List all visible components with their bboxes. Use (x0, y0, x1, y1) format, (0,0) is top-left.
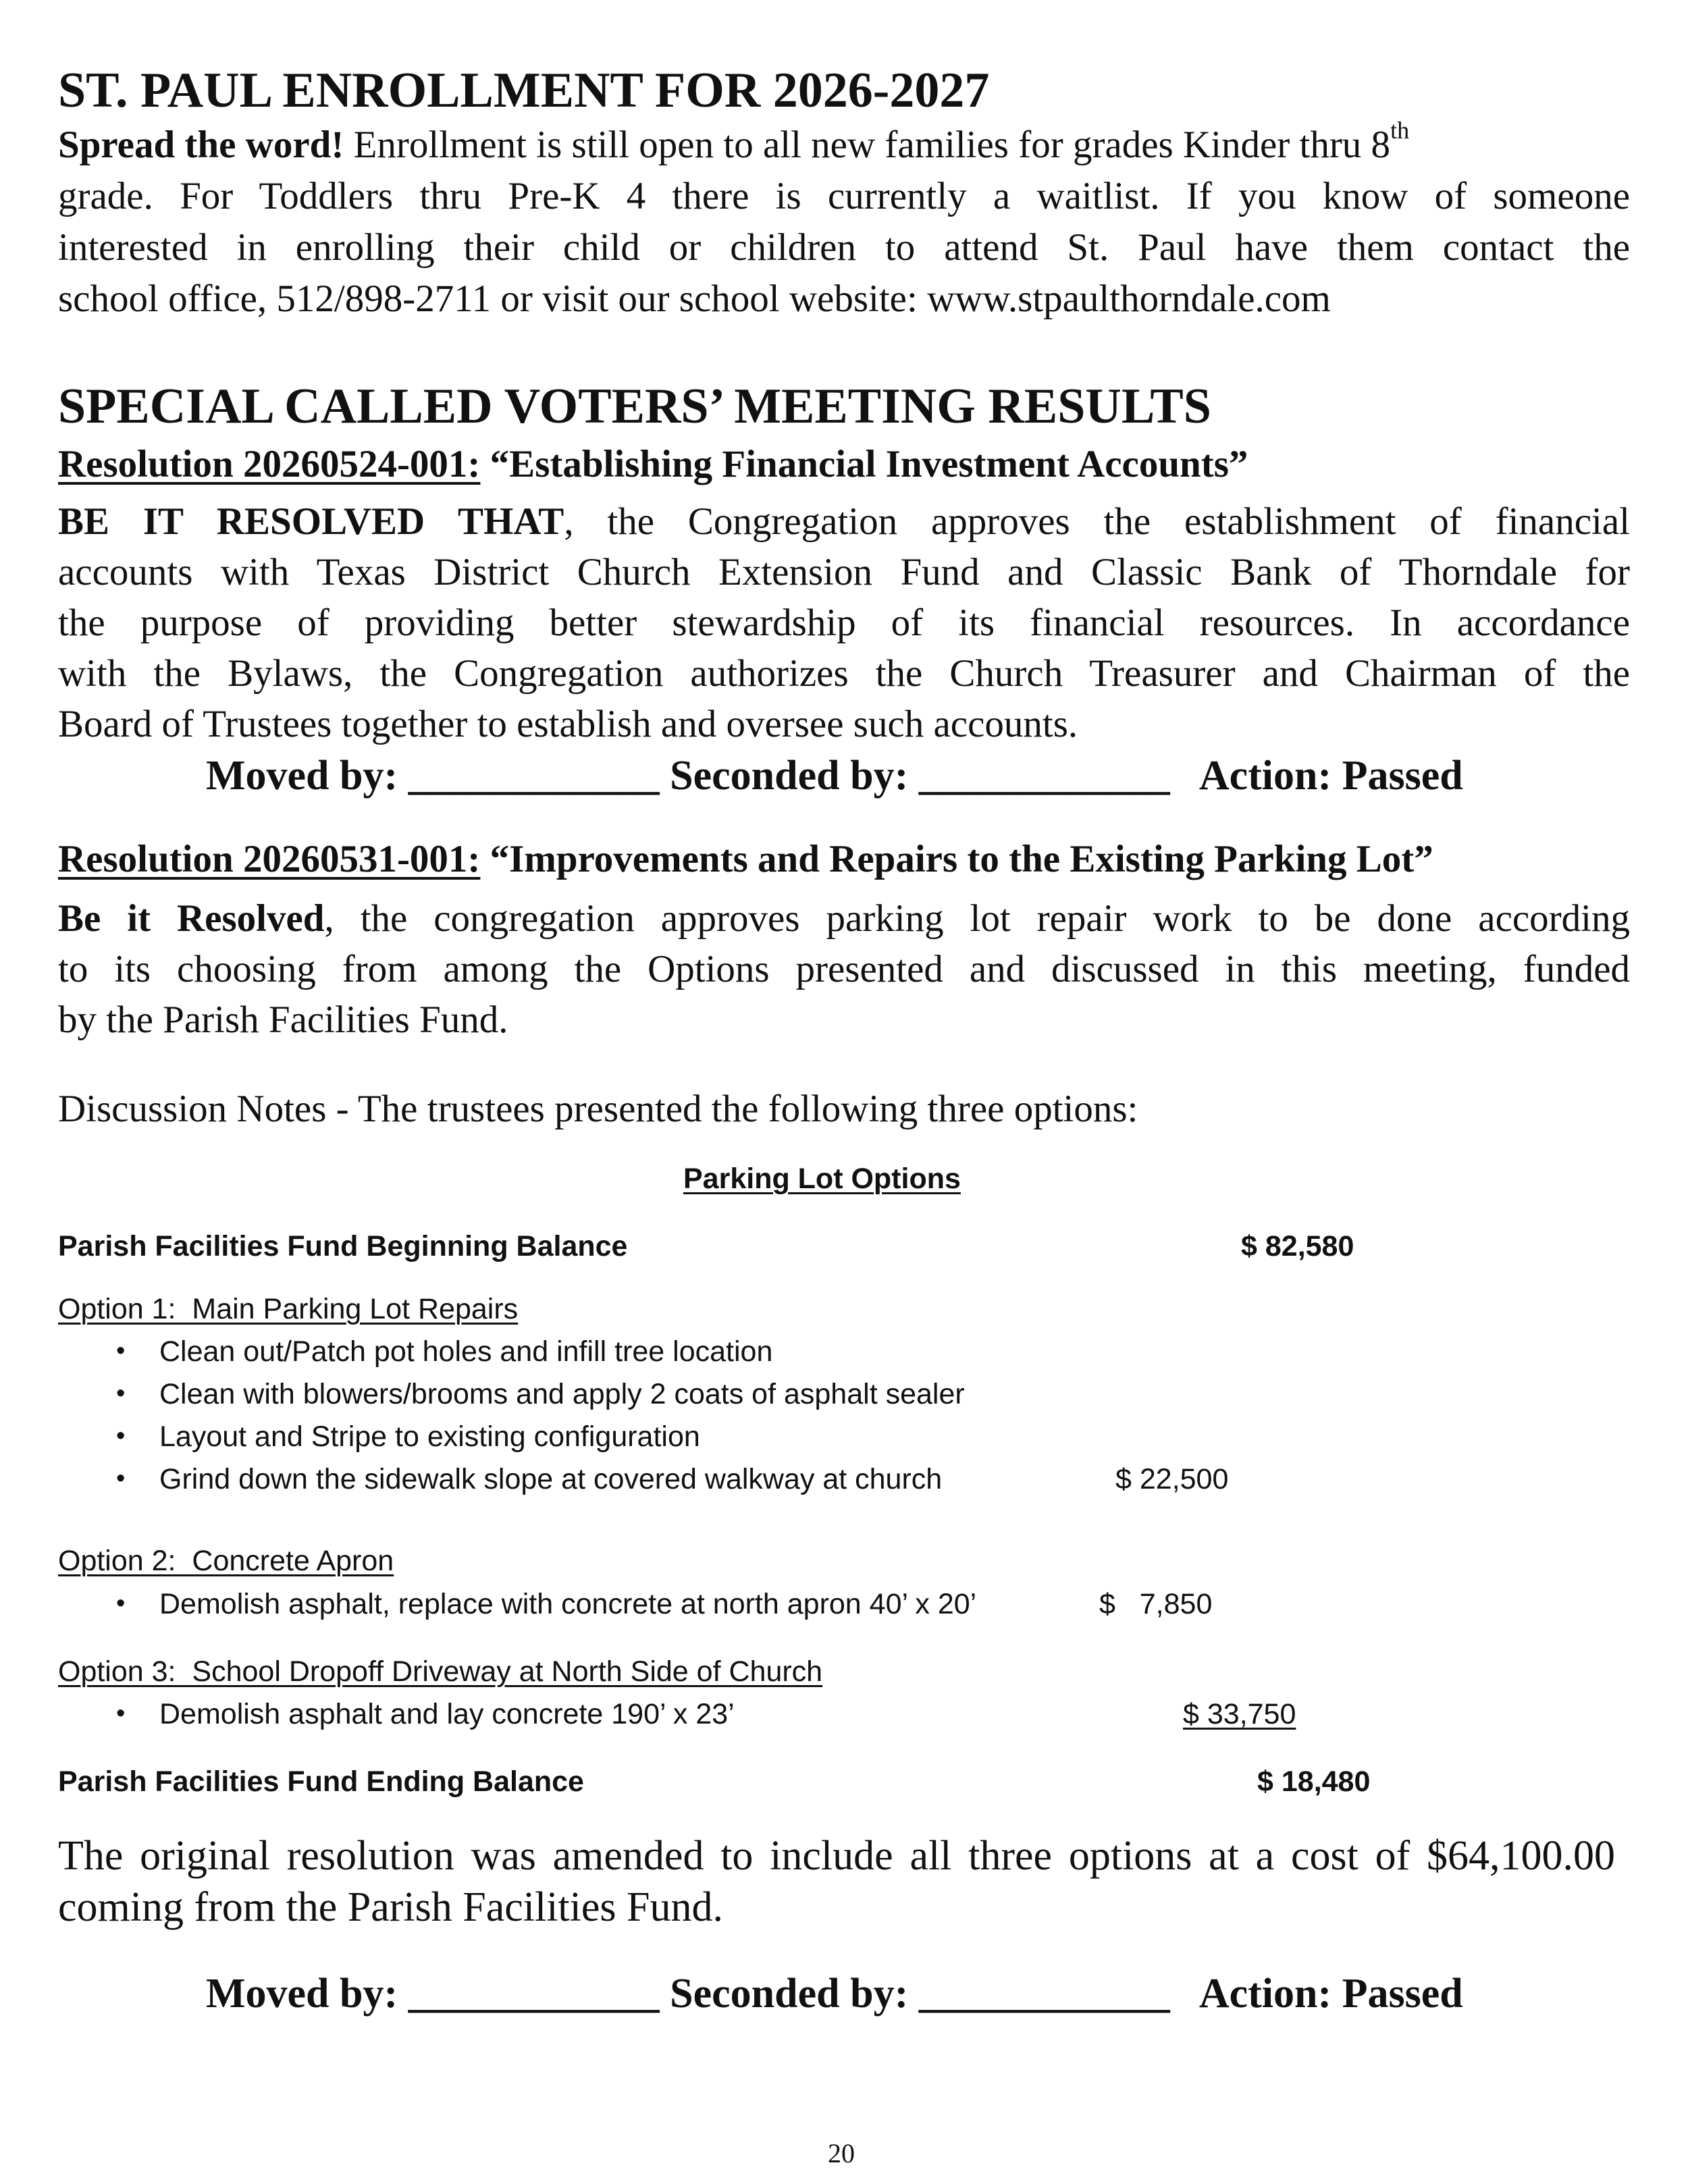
resolution-1-line-4: with the Bylaws, the Congregation authorizes the Church Treasurer and Chairman of the (58, 652, 1630, 695)
option-2-item: Demolish asphalt, replace with concrete at north apron 40’ x 20’ (159, 1588, 977, 1620)
resolution-2-heading (58, 837, 1433, 881)
meeting-title: SPECIAL CALLED VOTERS’ MEETING RESULTS (58, 379, 1211, 434)
resolution-2-number: Resolution 20260531-001: (58, 838, 481, 880)
amendment-line-1: The original resolution was amended to include all three options at a cost of $64,100.00 (58, 1833, 1615, 1879)
option-3-title: Option 3: School Dropoff Driveway at North Side of Church (58, 1655, 823, 1688)
enrollment-line-1 (58, 117, 1410, 167)
resolution-1-heading (58, 442, 1248, 486)
enrollment-line-2: grade. For Toddlers thru Pre-K 4 there is currently a waitlist. If you know of someone (58, 175, 1630, 217)
bullet-icon: • (116, 1337, 126, 1365)
resolution-2-line-3: by the Parish Facilities Fund. (58, 998, 508, 1041)
beginning-balance-label: Parish Facilities Fund Beginning Balance (58, 1230, 628, 1262)
page-number: 20 (828, 2138, 855, 2168)
resolution-1-motion: Moved by: ____________ Seconded by: ____________ Action: Passed (206, 753, 1463, 799)
resolution-1-number: Resolution 20260524-001: (58, 443, 481, 485)
option-1-item: Layout and Stripe to existing configuration (159, 1420, 700, 1453)
resolution-2-line1-text: , the congregation approves parking lot repair work to be done according (324, 897, 1630, 940)
bullet-icon: • (116, 1422, 126, 1450)
resolution-2-line-2: to its choosing from among the Options presented and discussed in this meeting, funded (58, 948, 1630, 990)
bullet-icon: • (116, 1699, 126, 1728)
parking-options-title: Parking Lot Options (683, 1163, 961, 1195)
enrollment-line1-text: Enrollment is still open to all new families for grades Kinder thru 8 (344, 124, 1391, 166)
option-1-title: Option 1: Main Parking Lot Repairs (58, 1293, 519, 1325)
option-1-cost: $ 22,500 (1115, 1463, 1229, 1495)
enrollment-lead: Spread the word! (58, 124, 344, 166)
beginning-balance-value: $ 82,580 (1241, 1230, 1354, 1262)
enrollment-sup: th (1390, 117, 1410, 144)
enrollment-line-3: interested in enrolling their child or children to attend St. Paul have them contact the (58, 226, 1630, 269)
resolution-2-lead: Be it Resolved (58, 897, 325, 940)
bullet-icon: • (116, 1379, 126, 1408)
resolution-1-line-5: Board of Trustees together to establish and oversee such accounts. (58, 703, 1078, 745)
resolution-1-line1-text: , the Congregation approves the establishment of financial (564, 500, 1630, 543)
option-3-cost: $ 33,750 (1183, 1698, 1296, 1730)
resolution-1-line-3: the purpose of providing better stewardship of its financial resources. In accordance (58, 602, 1630, 644)
resolution-2-name: “Improvements and Repairs to the Existing Parking Lot” (480, 838, 1433, 880)
amendment-line-2: coming from the Parish Facilities Fund. (58, 1884, 724, 1930)
option-3-item: Demolish asphalt and lay concrete 190’ x 23’ (159, 1698, 735, 1730)
resolution-2-motion: Moved by: ____________ Seconded by: ____________ Action: Passed (206, 1971, 1463, 2017)
option-1-item: Grind down the sidewalk slope at covered walkway at church (159, 1463, 943, 1495)
resolution-2-line-1 (58, 897, 1630, 940)
enrollment-line-4: school office, 512/898-2711 or visit our school website: www.stpaulthorndale.com (58, 277, 1331, 320)
option-2-cost: $ 7,850 (1099, 1588, 1213, 1620)
bullet-icon: • (116, 1589, 126, 1618)
option-1-item: Clean with blowers/brooms and apply 2 coats of asphalt sealer (159, 1378, 965, 1410)
ending-balance-label: Parish Facilities Fund Ending Balance (58, 1765, 584, 1798)
option-1-item: Clean out/Patch pot holes and infill tree location (159, 1335, 773, 1368)
ending-balance-value: $ 18,480 (1257, 1765, 1371, 1798)
resolution-1-lead: BE IT RESOLVED THAT (58, 500, 564, 543)
resolution-1-line-1 (58, 500, 1630, 543)
resolution-1-line-2: accounts with Texas District Church Extension Fund and Classic Bank of Thorndale for (58, 551, 1630, 593)
enrollment-title: ST. PAUL ENROLLMENT FOR 2026-2027 (58, 63, 990, 118)
option-2-title: Option 2: Concrete Apron (58, 1545, 394, 1577)
resolution-1-name: “Establishing Financial Investment Accounts” (480, 443, 1248, 485)
bullet-icon: • (116, 1464, 126, 1493)
discussion-notes: Discussion Notes - The trustees presented the following three options: (58, 1088, 1138, 1130)
